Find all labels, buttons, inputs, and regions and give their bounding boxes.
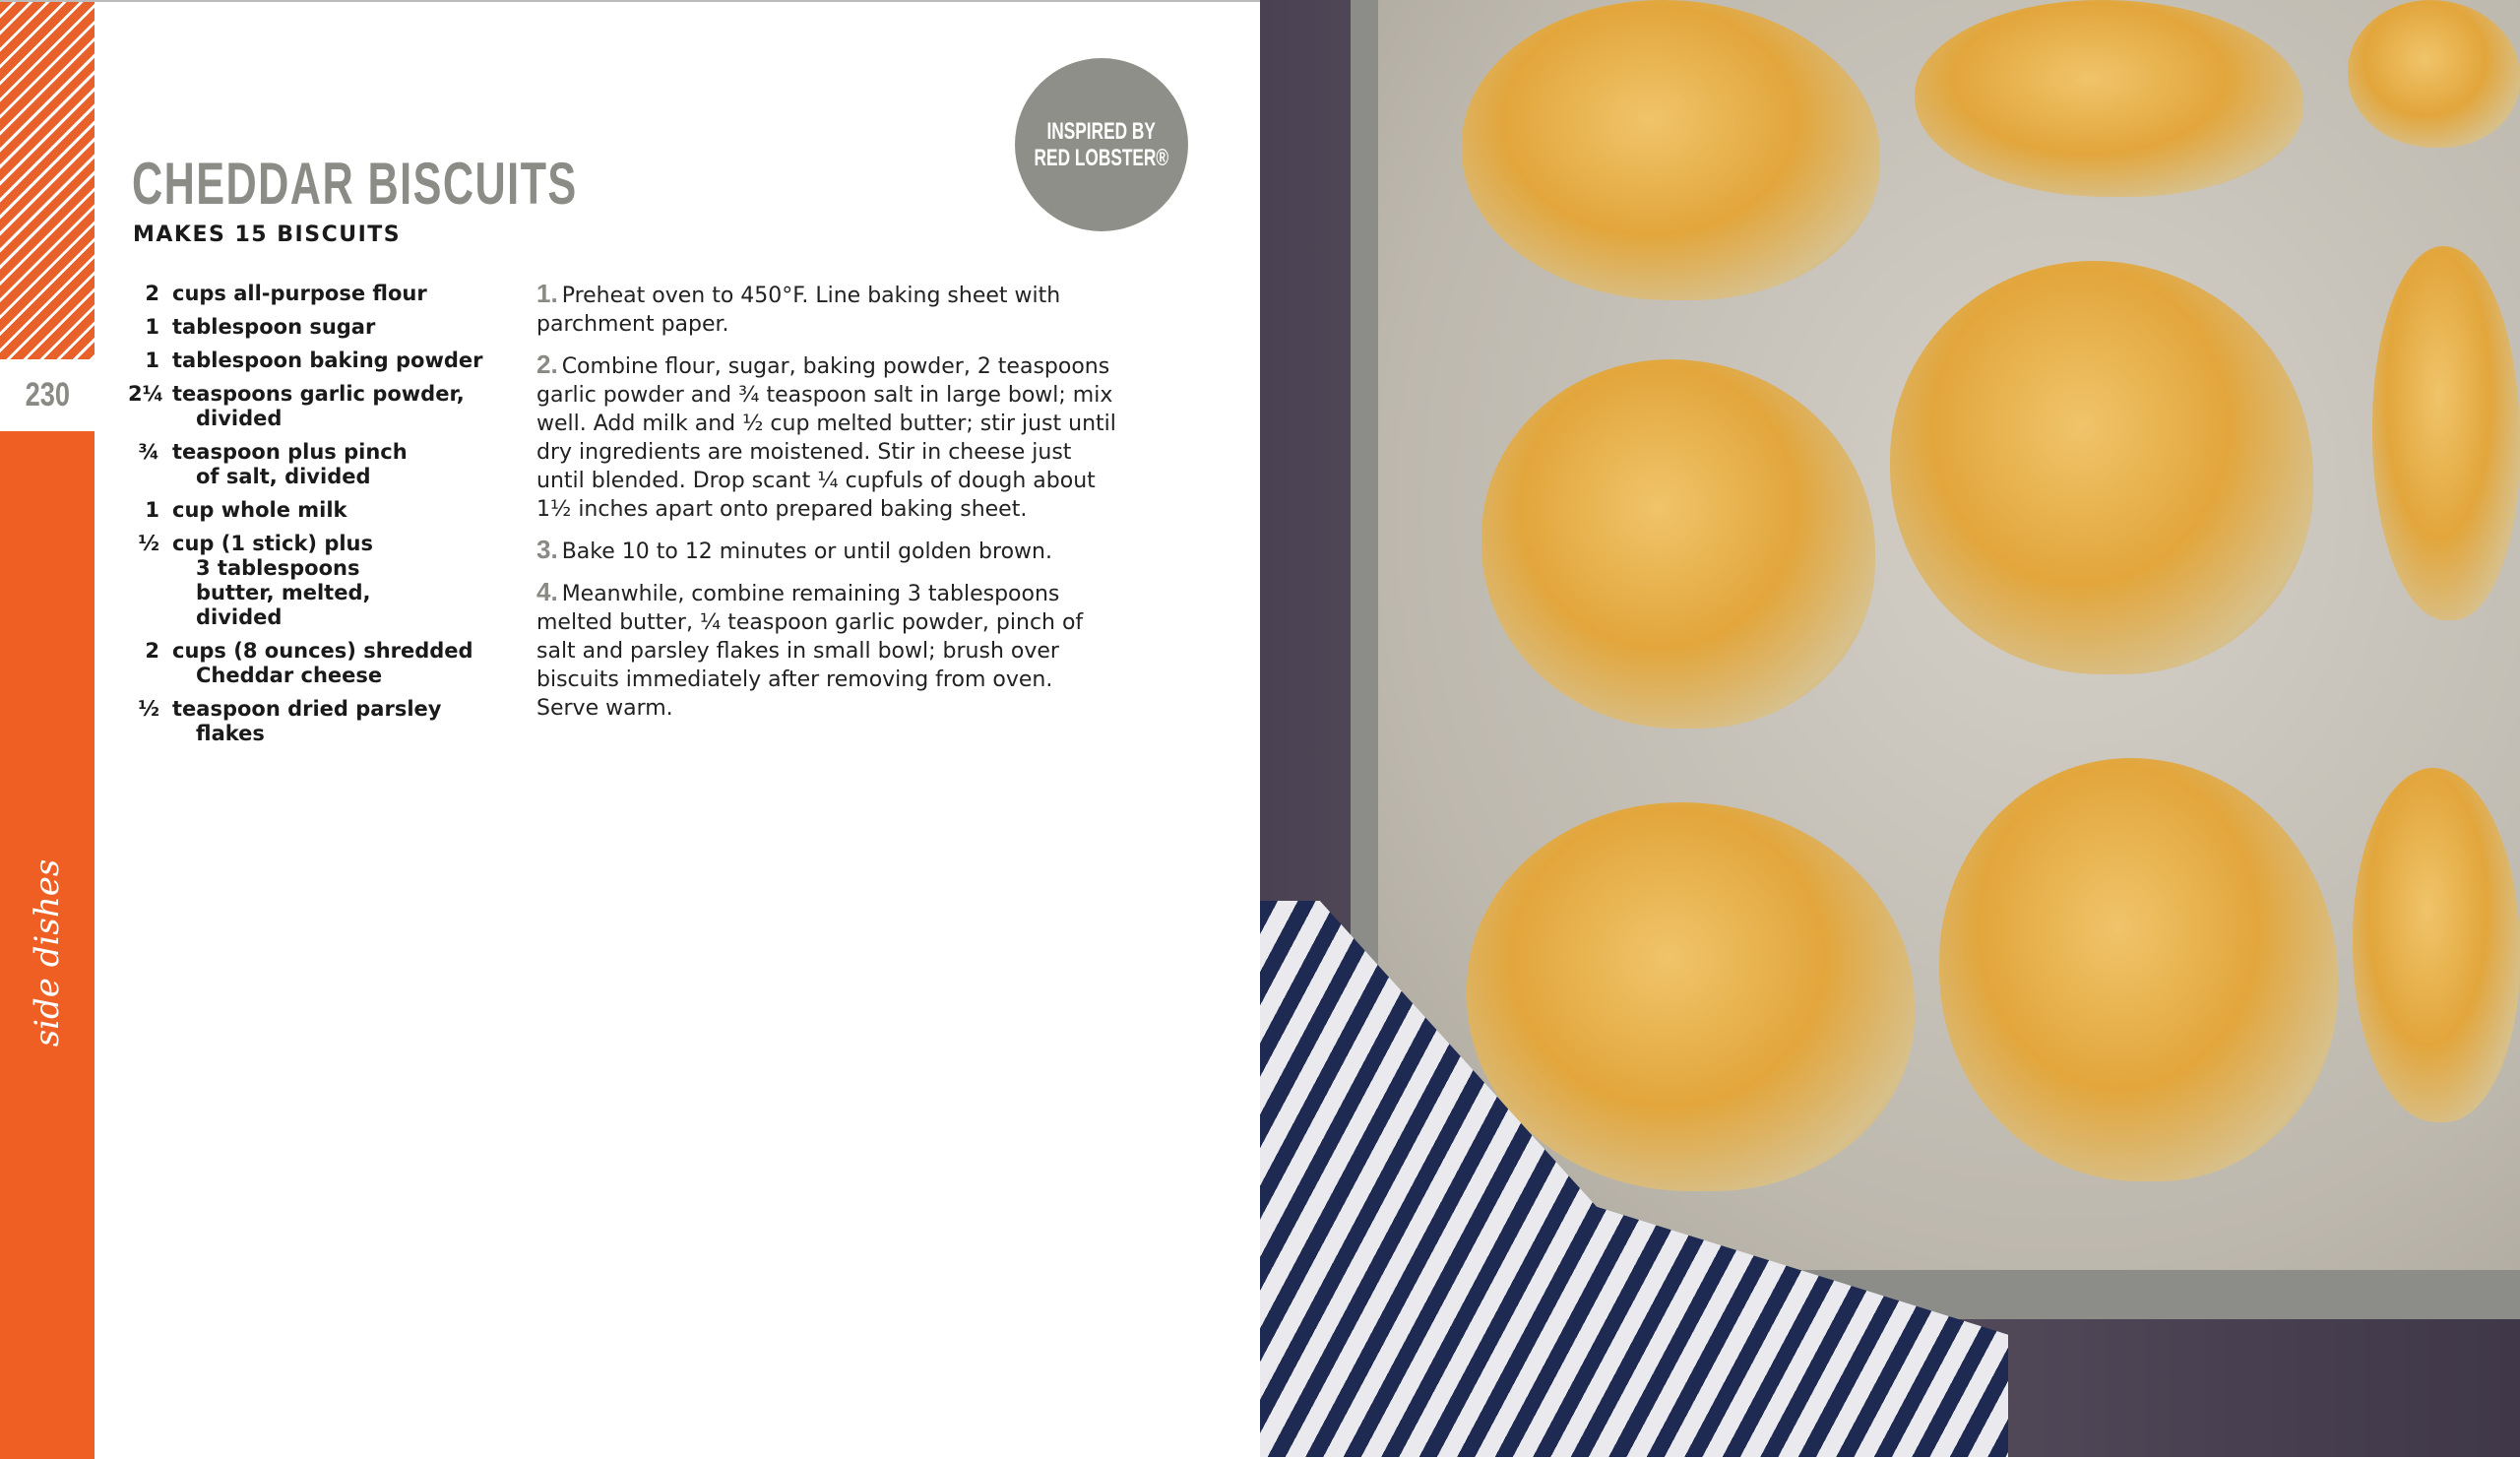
ingredient-continuation: of salt, divided [196, 465, 371, 488]
step-number: 2. [536, 349, 558, 379]
instruction-step [536, 536, 1117, 566]
ingredient-amount: 1 [145, 498, 159, 522]
striped-tab [0, 2, 94, 359]
ingredient-item [128, 282, 502, 306]
ingredient-text: cups all-purpose flour [172, 282, 427, 305]
ingredient-continuation: divided [196, 407, 283, 430]
instruction-list [536, 280, 1117, 734]
badge-line-2: RED LOBSTER® [1034, 145, 1169, 171]
ingredient-amount: ½ [138, 697, 159, 721]
biscuit [1915, 0, 2303, 197]
step-text: Meanwhile, combine remaining 3 tablespoons melted butter, ¼ teaspoon garlic powder, pinch of salt and parsley flakes in small bowl; brush over biscuits immediately after removing from oven. Serve warm. [536, 582, 1084, 721]
step-number: 3. [536, 535, 558, 564]
biscuit [2348, 0, 2520, 148]
ingredient-amount: ½ [138, 532, 159, 555]
ingredient-text: teaspoon plus pinch [172, 440, 408, 464]
ingredient-text: teaspoons garlic powder, [172, 382, 465, 406]
step-text: Combine flour, sugar, baking powder, 2 teaspoons garlic powder and ¾ teaspoon salt in large bowl; mix well. Add milk and ½ cup melted butter; stir just until dry ingredients are moistened. Stir in cheese just until blended. Drop scant ¼ cupfuls of dough about 1½ inches apart onto prepared baking sheet. [536, 354, 1116, 522]
ingredient-item [128, 382, 502, 431]
recipe-yield: MAKES 15 BISCUITS [133, 222, 402, 247]
ingredient-list [128, 282, 502, 755]
step-number: 4. [536, 577, 558, 606]
inspired-by-badge [1015, 58, 1188, 231]
ingredient-amount: 2 [145, 282, 159, 305]
section-label: side dishes [28, 858, 67, 1047]
ingredient-item [128, 532, 502, 630]
ingredient-amount: 1 [145, 315, 159, 339]
section-tab [0, 431, 94, 1459]
ingredient-item [128, 498, 502, 523]
step-text: Preheat oven to 450°F. Line baking sheet with parchment paper. [536, 284, 1061, 337]
ingredient-amount: ¾ [138, 440, 159, 464]
ingredient-text: cups (8 ounces) shredded [172, 639, 473, 663]
recipe-title: CHEDDAR BISCUITS [132, 151, 578, 217]
ingredient-text: tablespoon baking powder [172, 349, 483, 372]
step-text: Bake 10 to 12 minutes or until golden brown. [561, 539, 1052, 564]
instruction-step [536, 350, 1117, 524]
ingredient-text: cup whole milk [172, 498, 347, 522]
instruction-step [536, 578, 1117, 723]
ingredient-continuation: flakes [196, 722, 265, 745]
ingredient-item [128, 440, 502, 489]
ingredient-item [128, 639, 502, 688]
ingredient-amount: 2¼ [128, 382, 164, 406]
ingredient-continuation: 3 tablespoons butter, melted, divided [196, 556, 371, 629]
ingredient-text: tablespoon sugar [172, 315, 376, 339]
step-number: 1. [536, 279, 558, 308]
ingredient-text: cup (1 stick) plus [172, 532, 374, 555]
page-number: 230 [25, 376, 70, 413]
ingredient-amount: 1 [145, 349, 159, 372]
ingredient-text: teaspoon dried parsley [172, 697, 442, 721]
ingredient-item [128, 349, 502, 373]
badge-line-1: INSPIRED BY [1046, 118, 1157, 145]
ingredient-item [128, 315, 502, 340]
recipe-page [0, 0, 1260, 1457]
ingredient-amount: 2 [145, 639, 159, 663]
instruction-step [536, 280, 1117, 339]
ingredient-item [128, 697, 502, 746]
biscuits-photo [1260, 0, 2520, 1457]
ingredient-continuation: Cheddar cheese [196, 664, 383, 687]
page-number-band [0, 359, 94, 431]
